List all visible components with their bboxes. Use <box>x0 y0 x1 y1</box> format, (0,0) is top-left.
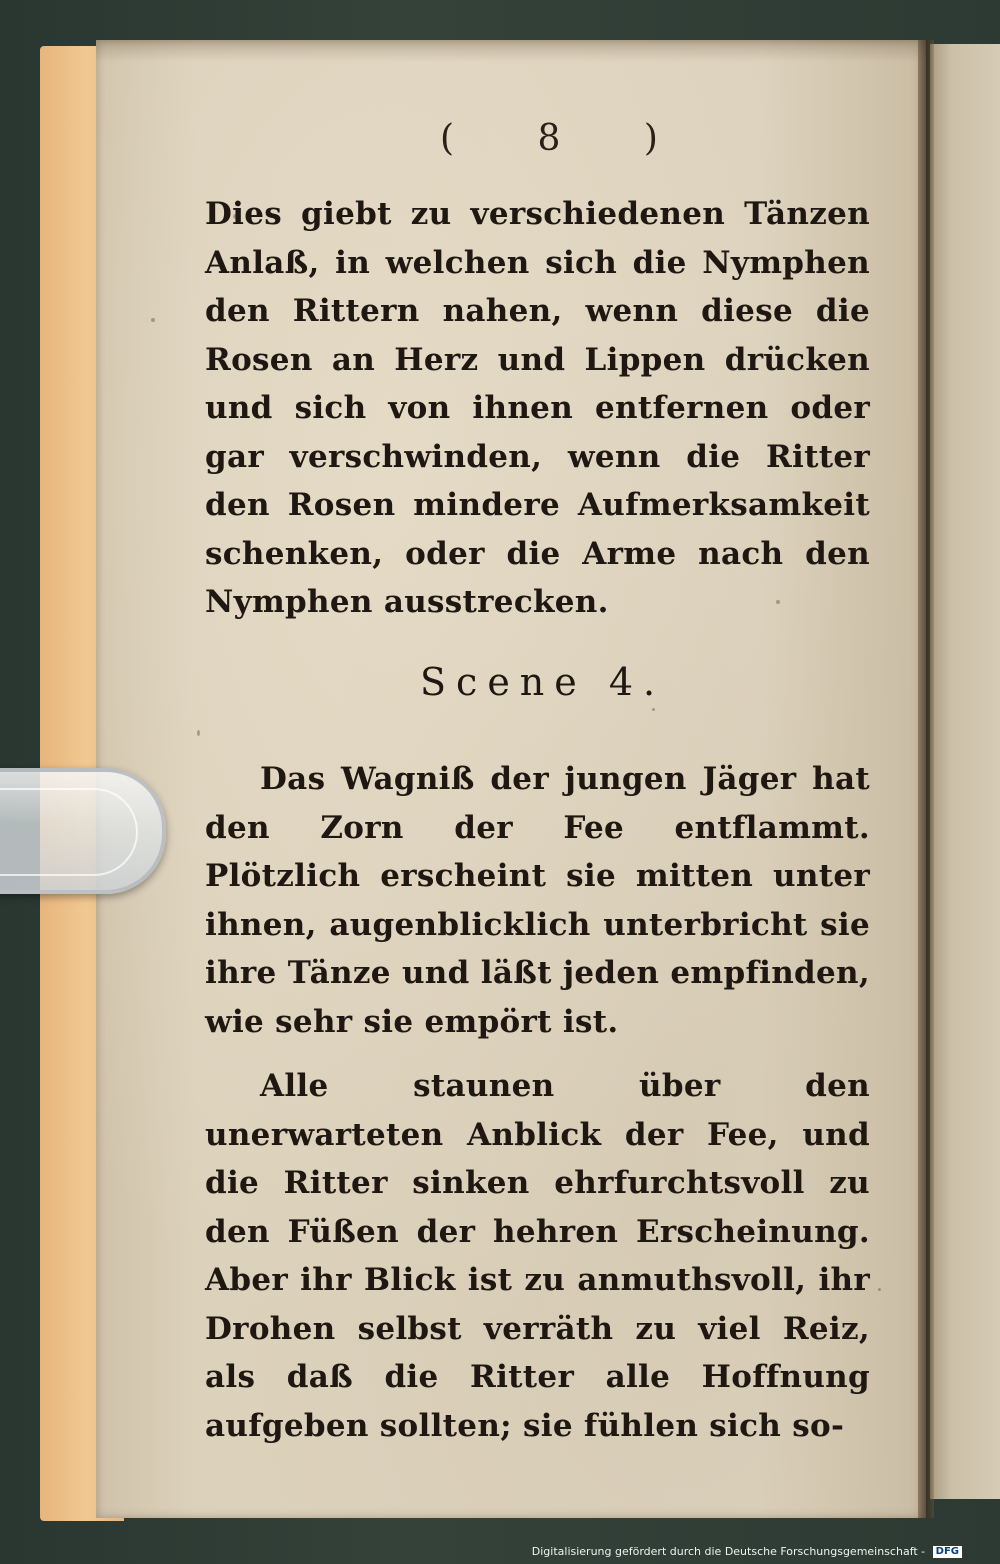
digitization-credit <box>532 1545 962 1558</box>
paragraph-fairy-anger: Das Wagniß der jungen Jäger hat den Zorn der Fee entflammt. Plötzlich erscheint sie mitten unter ihnen, augenblicklich unterbricht sie ihre Tänze und läßt jeden empfinden, wie sehr sie empört ist. <box>205 761 870 1040</box>
page-holder-clip <box>0 768 166 894</box>
dfg-logo: DFG <box>933 1546 962 1558</box>
facing-page-edge <box>930 44 1000 1499</box>
page-top-shadow <box>96 40 926 62</box>
page-number: ( 8 ) <box>440 118 694 159</box>
credit-text: Digitalisierung gefördert durch die Deutsche Forschungsgemeinschaft - <box>531 1545 926 1558</box>
page-gutter <box>918 40 934 1518</box>
scene-heading: Scene 4. <box>420 660 666 704</box>
paragraph-knights-astonished: Alle staunen über den unerwarteten Anblick der Fee, und die Ritter sinken ehrfurchtsvoll zu den Füßen der hehren Erscheinung. Aber ihr Blick ist zu anmuthsvoll, ihr Drohen selbst verräth zu viel Reiz, als daß die Ritter alle Hoffnung aufgeben sollten; sie fühlen sich so- <box>205 1068 870 1444</box>
paragraph-dances: Dies giebt zu verschiedenen Tänzen Anlaß, in welchen sich die Nymphen den Rittern nahen, wenn diese die Rosen an Herz und Lippen drücken und sich von ihnen entfernen oder gar verschwinden, wenn die Ritter den Rosen mindere Aufmerksamkeit schenken, oder die Arme nach den Nymphen ausstrecken. <box>205 196 870 620</box>
clip-highlight <box>0 788 138 876</box>
